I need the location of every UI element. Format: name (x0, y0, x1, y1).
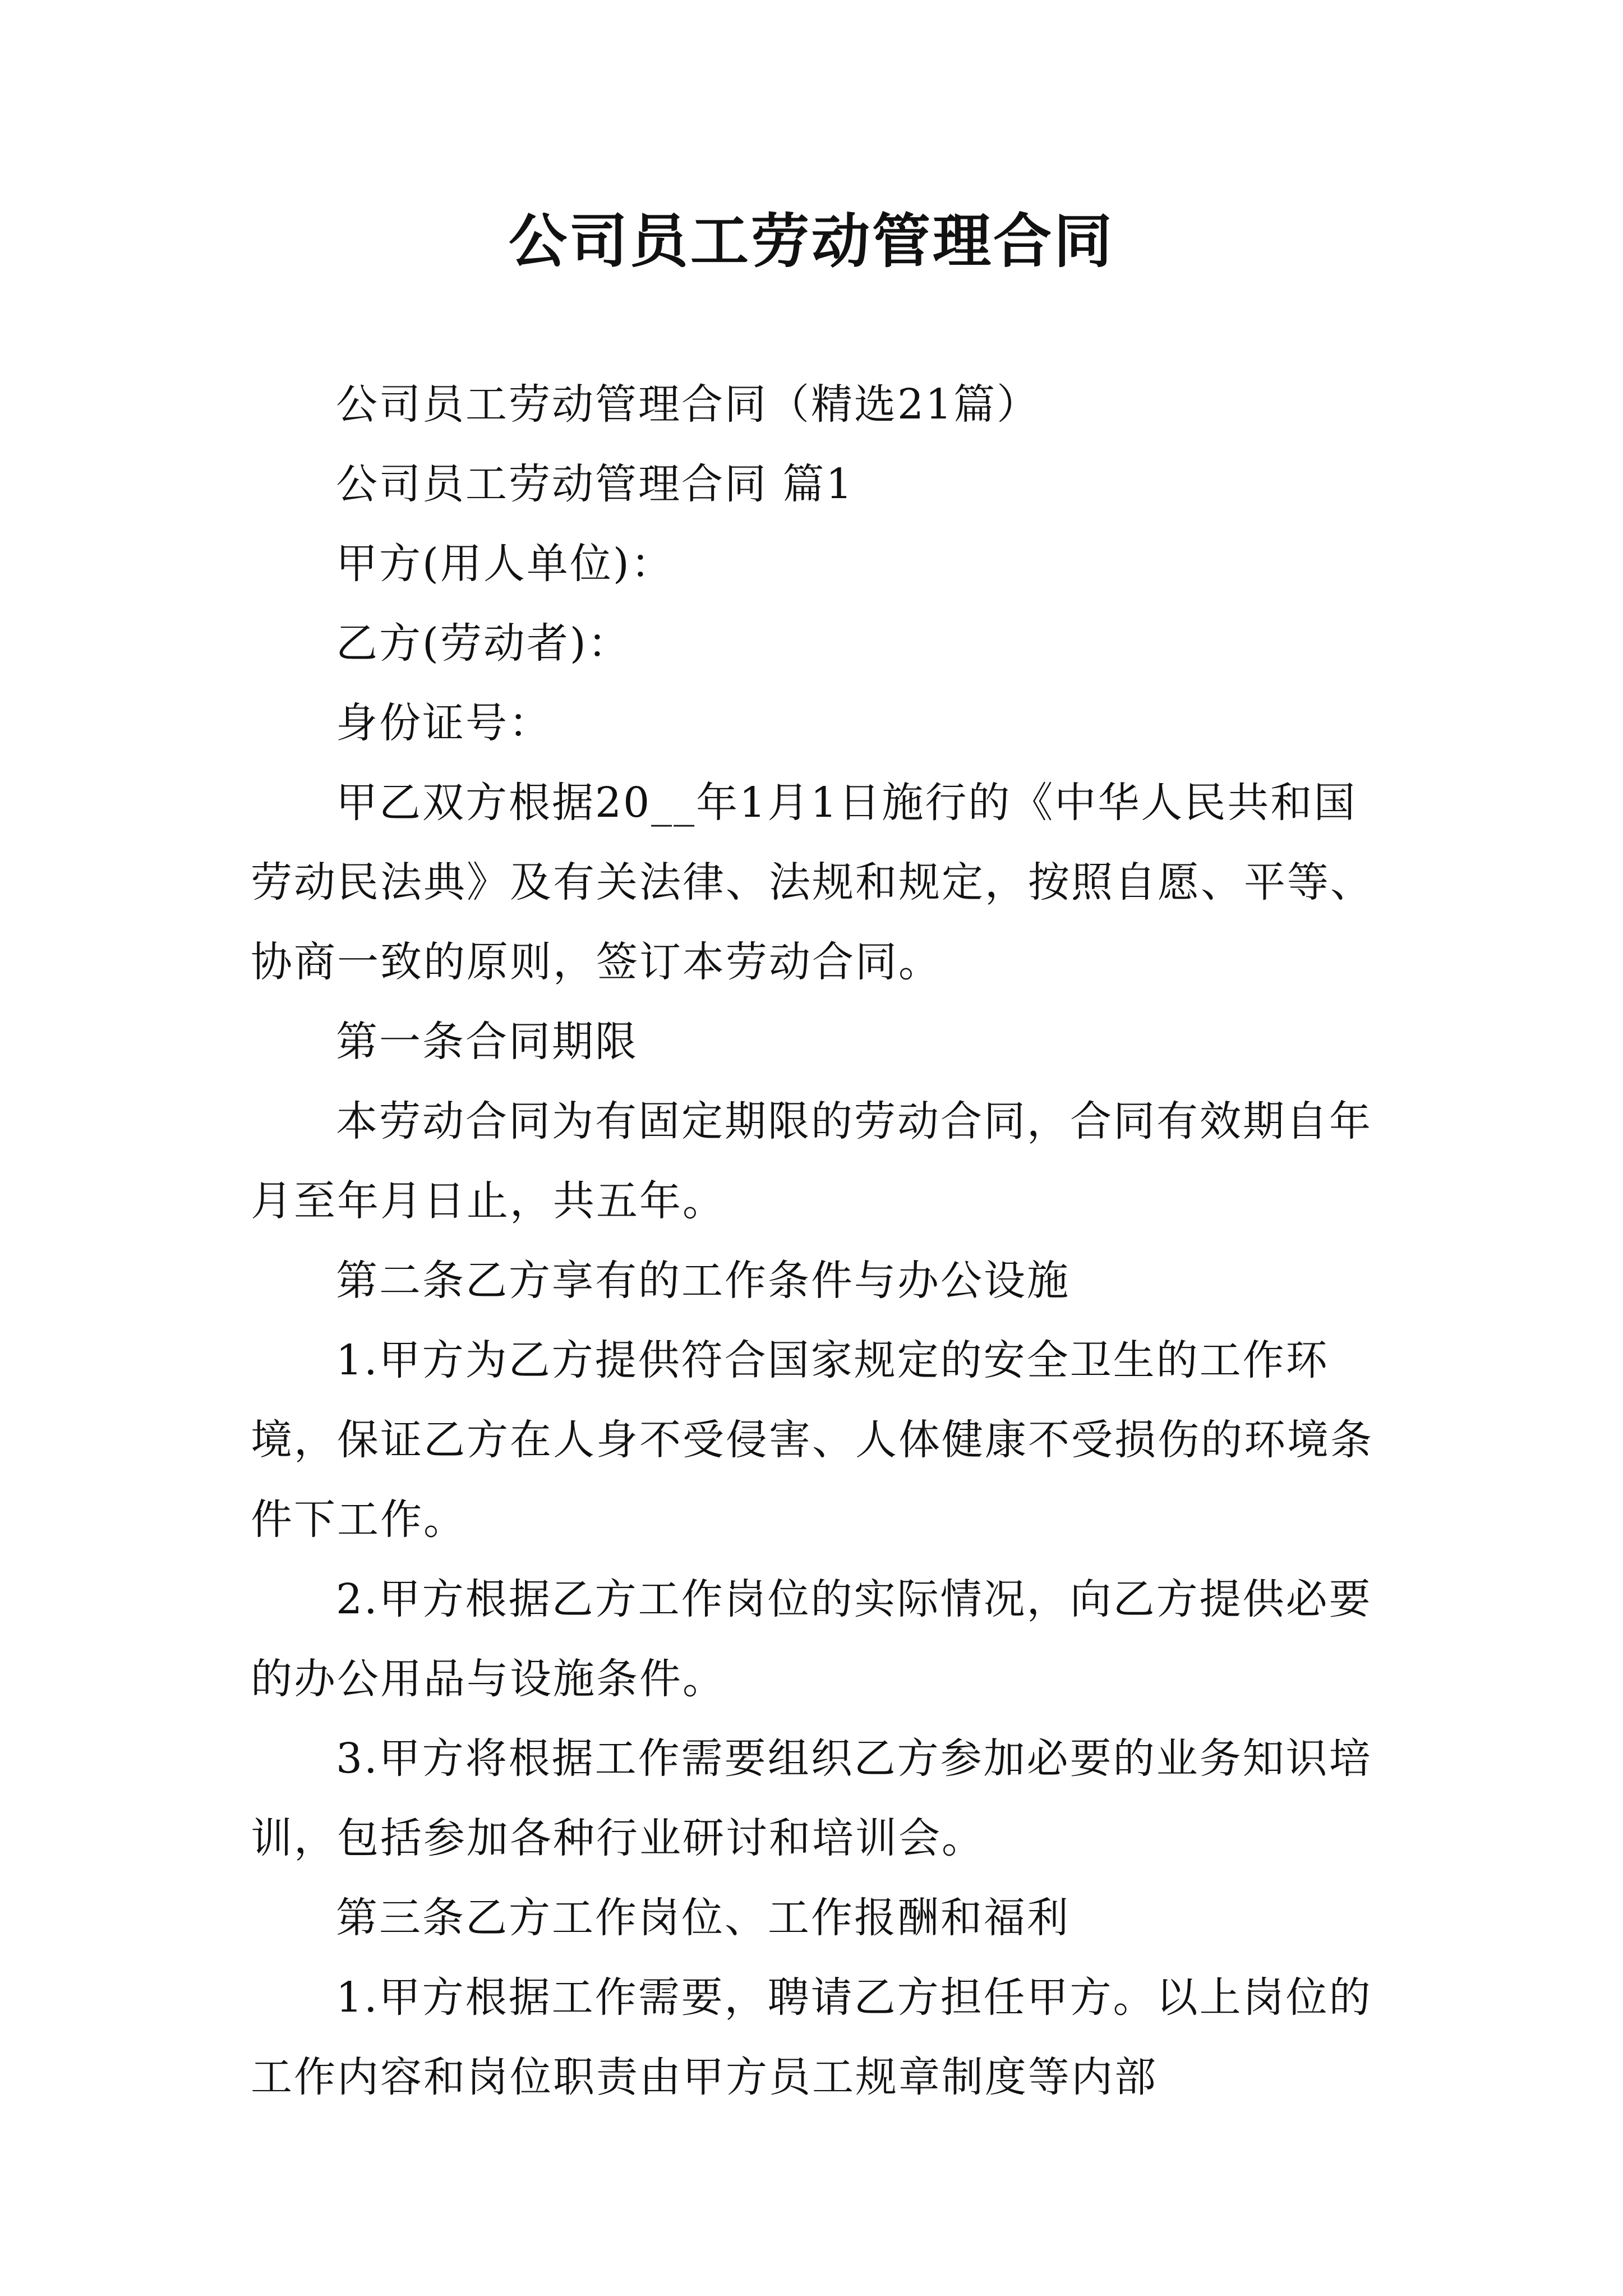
paragraph-section-heading: 公司员工劳动管理合同 篇1 (336, 460, 854, 508)
paragraph-article-2-heading: 第二条乙方享有的工作条件与办公设施 (336, 1257, 1070, 1305)
paragraph-subtitle: 公司员工劳动管理合同（精选21篇） (336, 380, 1040, 429)
paragraph-party-b: 乙方(劳动者)： (336, 619, 631, 668)
paragraph-party-a: 甲方(用人单位)： (336, 540, 674, 588)
paragraph-article-2-item-3: 3.甲方将根据工作需要组织乙方参加必要的业务知识培训，包括参加各种行业研讨和培训会。 (251, 1734, 1372, 1862)
paragraph-article-2-item-1: 1.甲方为乙方提供符合国家规定的安全卫生的工作环境，保证乙方在人身不受侵害、人体健康不受损伤的环境条件下工作。 (251, 1336, 1373, 1544)
paragraph-id-number: 身份证号： (336, 699, 552, 747)
document-body (251, 365, 1395, 2117)
paragraph-article-1-heading: 第一条合同期限 (336, 1018, 638, 1066)
paragraph-article-2-item-2: 2.甲方根据乙方工作岗位的实际情况，向乙方提供必要的办公用品与设施条件。 (251, 1575, 1372, 1703)
paragraph-article-1-text: 本劳动合同为有固定期限的劳动合同，合同有效期自年月至年月日止，共五年。 (251, 1097, 1372, 1225)
paragraph-article-3-heading: 第三条乙方工作岗位、工作报酬和福利 (336, 1894, 1070, 1942)
document-title: 公司员工劳动管理合同 (508, 206, 1114, 275)
paragraph-article-3-item-1: 1.甲方根据工作需要，聘请乙方担任甲方。以上岗位的工作内容和岗位职责由甲方员工规章制度等内部 (251, 1973, 1372, 2101)
paragraph-preamble: 甲乙双方根据20__年1月1日施行的《中华人民共和国劳动民法典》及有关法律、法规和规定，按照自愿、平等、协商一致的原则，签订本劳动合同。 (251, 779, 1373, 986)
